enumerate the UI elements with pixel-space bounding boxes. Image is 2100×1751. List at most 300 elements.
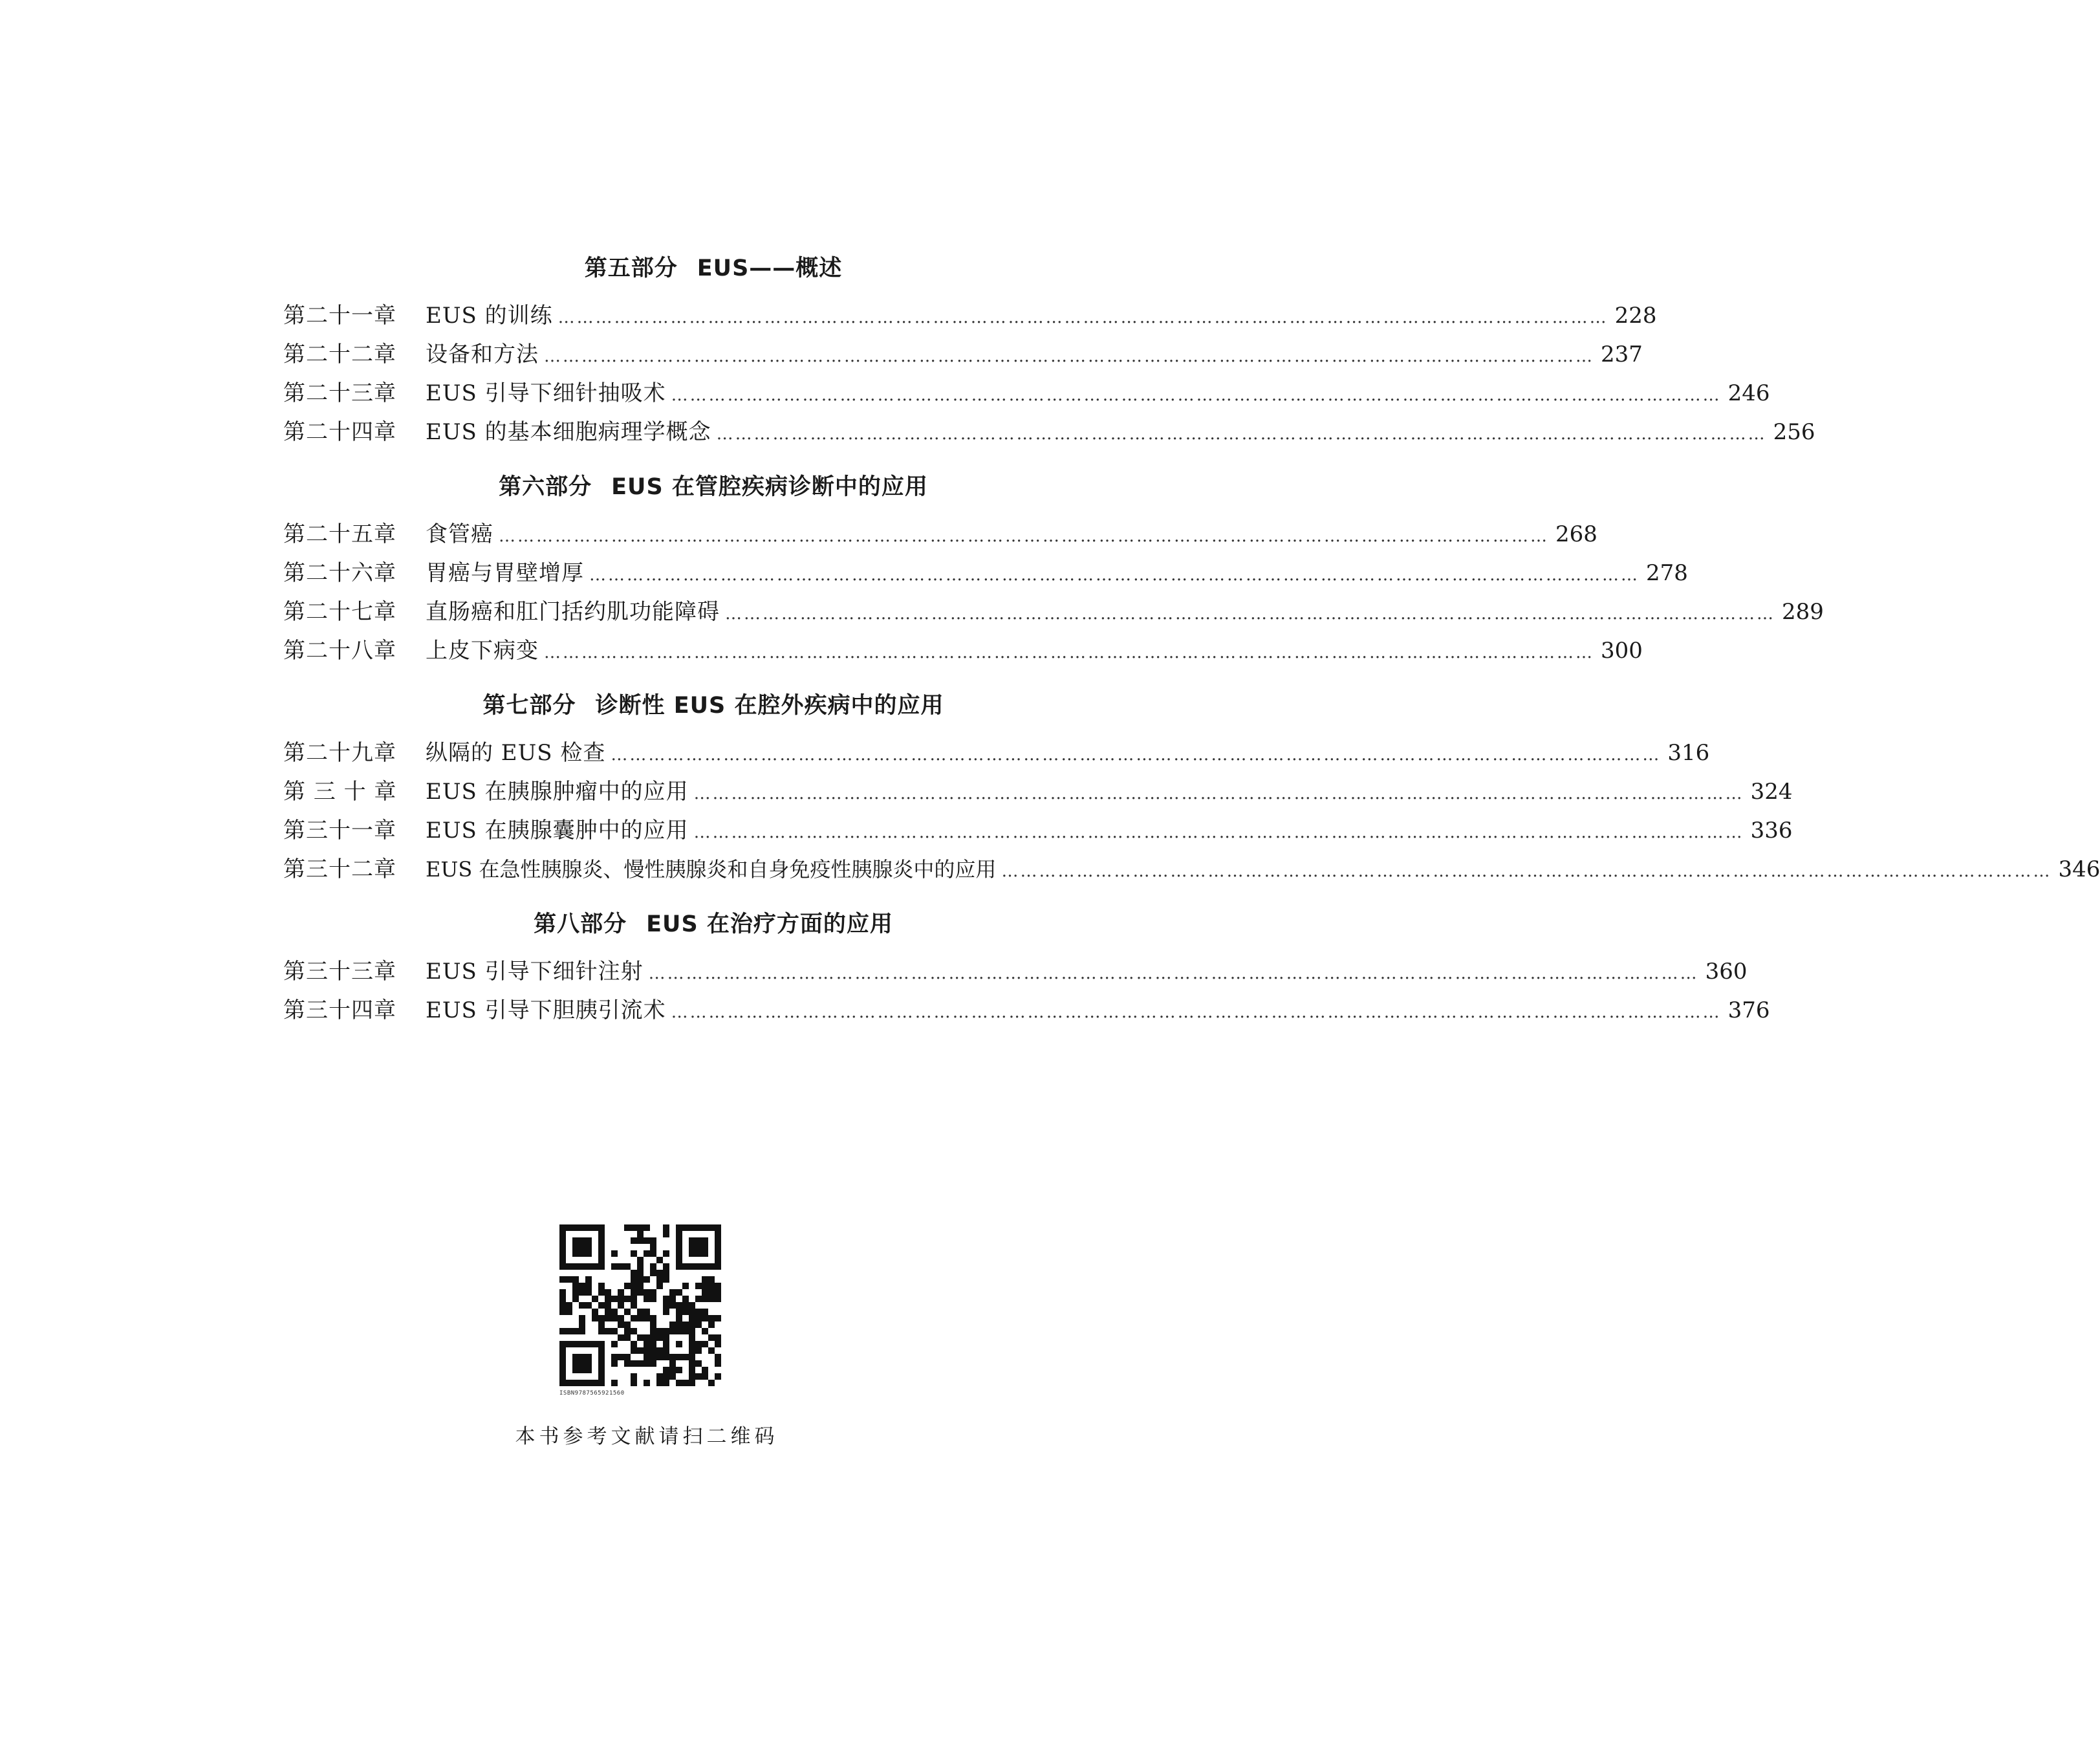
chapter-title: EUS 引导下胆胰引流术: [426, 997, 666, 1023]
qr-module: [663, 1380, 669, 1386]
qr-module: [598, 1283, 605, 1289]
qr-module: [566, 1309, 572, 1315]
qr-module: [572, 1289, 579, 1296]
page-number: 256: [1773, 419, 1815, 445]
qr-module: [559, 1263, 566, 1270]
qr-module: [689, 1354, 695, 1360]
section-title-text: EUS 在治疗方面的应用: [646, 911, 893, 937]
qr-module: [585, 1360, 592, 1367]
scan-note: 本书参考文献请扫二维码: [515, 1425, 779, 1448]
qr-module: [689, 1373, 695, 1380]
qr-code-text: ISBN9787565921560: [559, 1390, 625, 1397]
toc-entry[interactable]: [283, 850, 2100, 889]
qr-module: [566, 1263, 572, 1270]
qr-module: [676, 1237, 682, 1244]
toc-entry[interactable]: [283, 374, 1770, 413]
qr-module: [702, 1276, 708, 1283]
qr-module: [618, 1263, 624, 1270]
qr-module: [663, 1328, 669, 1334]
qr-module: [689, 1380, 695, 1386]
qr-module: [605, 1289, 611, 1296]
qr-module: [637, 1270, 644, 1276]
qr-module: [572, 1237, 579, 1244]
qr-module: [579, 1354, 585, 1360]
qr-module: [689, 1309, 695, 1315]
qr-module: [702, 1237, 708, 1244]
qr-module: [572, 1360, 579, 1367]
qr-module: [650, 1296, 656, 1302]
qr-module: [650, 1334, 656, 1341]
qr-module: [579, 1237, 585, 1244]
toc-entry[interactable]: [283, 413, 1815, 451]
qr-module: [682, 1354, 689, 1360]
qr-module: [695, 1296, 702, 1302]
qr-module: [656, 1328, 663, 1334]
qr-module: [579, 1302, 585, 1309]
chapter-number: 第二十六章: [283, 560, 396, 586]
chapter-number: 第三十二章: [283, 856, 396, 882]
qr-module: [663, 1276, 669, 1283]
chapter-title: 胃癌与胃壁增厚: [426, 560, 584, 586]
qr-module: [669, 1302, 676, 1309]
qr-module: [572, 1296, 579, 1302]
qr-module: [611, 1380, 618, 1386]
qr-module: [572, 1380, 579, 1386]
qr-module: [695, 1315, 702, 1321]
qr-module: [663, 1224, 669, 1231]
qr-module: [695, 1309, 702, 1315]
chapter-number: 第三十一章: [283, 818, 396, 843]
qr-module: [676, 1309, 682, 1315]
qr-module: [624, 1334, 631, 1341]
qr-module: [598, 1231, 605, 1237]
qr-module: [618, 1296, 624, 1302]
qr-module: [592, 1309, 598, 1315]
qr-module: [695, 1250, 702, 1257]
qr-module: [682, 1309, 689, 1315]
qr-module: [585, 1244, 592, 1250]
qr-module: [637, 1283, 644, 1289]
qr-module: [669, 1296, 676, 1302]
qr-module: [637, 1263, 644, 1270]
qr-module: [559, 1289, 566, 1296]
chapter-number: 第二十七章: [283, 599, 396, 625]
toc-section: [283, 468, 1824, 670]
qr-code[interactable]: [559, 1224, 721, 1386]
qr-module: [650, 1321, 656, 1328]
qr-module: [689, 1367, 695, 1373]
chapter-number: 第三十三章: [283, 959, 396, 984]
leader-dots: ……………………………………………………………………………………………………………………………………………………: [648, 964, 1699, 983]
page-number: 268: [1555, 521, 1597, 547]
page-number: 246: [1727, 380, 1770, 406]
qr-module: [598, 1263, 605, 1270]
qr-module: [715, 1360, 721, 1367]
qr-module: [637, 1276, 644, 1283]
leader-dots: ……………………………………………………………………………………………………………………………………………………: [1001, 862, 2052, 881]
qr-module: [644, 1334, 650, 1341]
chapter-number: 第三十四章: [283, 997, 396, 1023]
toc-entry[interactable]: [283, 515, 1597, 554]
toc-entry[interactable]: [283, 335, 1643, 374]
chapter-title: 直肠癌和肛门括约肌功能障碍: [426, 599, 720, 625]
qr-module: [637, 1231, 644, 1237]
chapter-title: EUS 在胰腺肿瘤中的应用: [426, 779, 689, 805]
qr-module: [689, 1321, 695, 1328]
toc-entry[interactable]: [283, 734, 1710, 772]
qr-module: [695, 1321, 702, 1328]
qr-module: [689, 1315, 695, 1321]
qr-module: [676, 1224, 682, 1231]
qr-module: [644, 1347, 650, 1354]
qr-module: [689, 1244, 695, 1250]
qr-module: [624, 1224, 631, 1231]
qr-module: [631, 1347, 637, 1354]
section-part-label: 第五部分: [584, 256, 678, 281]
qr-module: [631, 1276, 637, 1283]
qr-module: [637, 1347, 644, 1354]
qr-module: [676, 1380, 682, 1386]
qr-module: [598, 1302, 605, 1309]
qr-module: [650, 1315, 656, 1321]
qr-module: [676, 1250, 682, 1257]
qr-module: [695, 1244, 702, 1250]
qr-module: [708, 1321, 715, 1328]
qr-module: [598, 1347, 605, 1354]
qr-module: [708, 1296, 715, 1302]
qr-module: [663, 1296, 669, 1302]
toc-entry[interactable]: [283, 811, 1793, 850]
qr-module: [624, 1309, 631, 1315]
chapter-title: EUS 在胰腺囊肿中的应用: [426, 818, 689, 843]
qr-module: [695, 1263, 702, 1270]
leader-dots: ……………………………………………………………………………………………………………………………………………………: [716, 424, 1767, 444]
qr-module: [559, 1244, 566, 1250]
qr-module: [605, 1302, 611, 1309]
leader-dots: ……………………………………………………………………………………………………………………………………………………: [671, 386, 1722, 405]
leader-dots: ……………………………………………………………………………………………………………………………………………………: [557, 308, 1608, 327]
qr-module: [644, 1315, 650, 1321]
qr-module: [708, 1263, 715, 1270]
qr-module: [579, 1367, 585, 1373]
qr-module: [572, 1224, 579, 1231]
qr-module: [585, 1302, 592, 1309]
chapter-title: 设备和方法: [426, 342, 539, 367]
qr-module: [566, 1224, 572, 1231]
qr-module: [644, 1380, 650, 1386]
qr-module: [566, 1302, 572, 1309]
qr-module: [702, 1263, 708, 1270]
page-number: 289: [1782, 599, 1824, 625]
qr-module: [656, 1347, 663, 1354]
qr-module: [689, 1224, 695, 1231]
qr-module: [637, 1237, 644, 1244]
qr-module: [631, 1380, 637, 1386]
page-number: 228: [1614, 303, 1657, 329]
qr-module: [631, 1360, 637, 1367]
qr-module: [572, 1244, 579, 1250]
qr-module: [656, 1270, 663, 1276]
qr-module: [676, 1315, 682, 1321]
qr-module: [676, 1367, 682, 1373]
qr-module: [598, 1257, 605, 1263]
qr-module: [663, 1250, 669, 1257]
qr-module: [585, 1367, 592, 1373]
qr-module: [637, 1289, 644, 1296]
qr-module: [579, 1380, 585, 1386]
toc-entry[interactable]: [283, 772, 1793, 811]
toc-entry[interactable]: [283, 952, 1748, 991]
toc-entry[interactable]: [283, 593, 1824, 631]
qr-module: [650, 1354, 656, 1360]
qr-module: [611, 1250, 618, 1257]
qr-module: [689, 1250, 695, 1257]
qr-module: [702, 1250, 708, 1257]
qr-module: [695, 1341, 702, 1347]
qr-module: [676, 1321, 682, 1328]
qr-module: [650, 1244, 656, 1250]
qr-module: [676, 1354, 682, 1360]
toc-section: [283, 686, 2100, 889]
qr-module: [624, 1283, 631, 1289]
chapter-number: 第二十二章: [283, 342, 396, 367]
qr-module: [631, 1302, 637, 1309]
chapter-title: 食管癌: [426, 521, 493, 547]
qr-module: [644, 1237, 650, 1244]
qr-module: [663, 1231, 669, 1237]
toc-entry[interactable]: [283, 554, 1688, 593]
qr-module: [650, 1347, 656, 1354]
qr-module: [618, 1289, 624, 1296]
qr-module: [708, 1347, 715, 1354]
qr-module: [579, 1341, 585, 1347]
qr-module: [611, 1315, 618, 1321]
chapter-title: EUS 的基本细胞病理学概念: [426, 419, 711, 445]
qr-module: [689, 1334, 695, 1341]
qr-module: [631, 1328, 637, 1334]
qr-module: [650, 1250, 656, 1257]
qr-module: [689, 1347, 695, 1354]
qr-module: [663, 1334, 669, 1341]
page-number: 278: [1646, 560, 1688, 586]
qr-module: [669, 1289, 676, 1296]
qr-module: [559, 1360, 566, 1367]
qr-module: [572, 1367, 579, 1373]
qr-module: [669, 1373, 676, 1380]
qr-module: [611, 1328, 618, 1334]
qr-module: [559, 1328, 566, 1334]
qr-module: [559, 1237, 566, 1244]
section-title-text: EUS 在管腔疾病诊断中的应用: [611, 474, 928, 500]
qr-module: [618, 1354, 624, 1360]
qr-module: [702, 1309, 708, 1315]
qr-module: [605, 1296, 611, 1302]
qr-module: [624, 1354, 631, 1360]
qr-module: [650, 1289, 656, 1296]
qr-module: [702, 1328, 708, 1334]
qr-module: [592, 1341, 598, 1347]
section-part-label: 第七部分: [482, 693, 576, 719]
qr-module: [656, 1276, 663, 1283]
qr-module: [650, 1360, 656, 1367]
qr-module: [598, 1380, 605, 1386]
qr-module: [566, 1276, 572, 1283]
qr-module: [715, 1263, 721, 1270]
qr-module: [618, 1315, 624, 1321]
chapter-number: 第二十四章: [283, 419, 396, 445]
qr-module: [644, 1360, 650, 1367]
chapter-number: 第二十五章: [283, 521, 396, 547]
chapter-number: 第二十九章: [283, 740, 396, 766]
qr-module: [579, 1328, 585, 1334]
leader-dots: ……………………………………………………………………………………………………………………………………………………: [499, 527, 1549, 546]
qr-module: [559, 1257, 566, 1263]
chapter-title: 纵隔的 EUS 检查: [426, 740, 606, 766]
qr-module: [702, 1373, 708, 1380]
chapter-title: EUS 在急性胰腺炎、慢性胰腺炎和自身免疫性胰腺炎中的应用: [426, 857, 997, 882]
qr-module: [598, 1354, 605, 1360]
qr-module: [644, 1250, 650, 1257]
toc-section: [283, 905, 1770, 1030]
qr-module: [579, 1321, 585, 1328]
leader-dots: ……………………………………………………………………………………………………………………………………………………: [544, 643, 1594, 662]
page-number: 336: [1750, 818, 1793, 843]
qr-module: [618, 1334, 624, 1341]
qr-module: [715, 1283, 721, 1289]
qr-module: [682, 1380, 689, 1386]
qr-module: [669, 1360, 676, 1367]
qr-module: [682, 1296, 689, 1302]
qr-module: [637, 1315, 644, 1321]
qr-module: [631, 1315, 637, 1321]
qr-module: [598, 1328, 605, 1334]
section-heading: [283, 249, 1143, 288]
toc-entry[interactable]: [283, 991, 1770, 1030]
qr-module: [715, 1341, 721, 1347]
section-part-label: 第六部分: [499, 474, 592, 500]
chapter-number: 第二十八章: [283, 638, 396, 664]
qr-module: [669, 1328, 676, 1334]
section-heading: [283, 468, 1143, 506]
qr-module: [611, 1360, 618, 1367]
qr-module: [650, 1341, 656, 1347]
qr-module: [689, 1237, 695, 1244]
qr-module: [572, 1328, 579, 1334]
qr-module: [624, 1296, 631, 1302]
qr-module: [715, 1224, 721, 1231]
qr-module: [715, 1237, 721, 1244]
qr-module: [702, 1341, 708, 1347]
qr-module: [682, 1224, 689, 1231]
qr-module: [579, 1360, 585, 1367]
qr-module: [598, 1224, 605, 1231]
qr-module: [598, 1360, 605, 1367]
qr-module: [624, 1321, 631, 1328]
qr-module: [715, 1257, 721, 1263]
section-heading: [283, 686, 1143, 725]
qr-module: [559, 1347, 566, 1354]
toc-entry[interactable]: [283, 296, 1657, 335]
qr-module: [592, 1315, 598, 1321]
page-number: 237: [1601, 342, 1643, 367]
chapter-title: EUS 引导下细针抽吸术: [426, 380, 666, 406]
qr-module: [650, 1328, 656, 1334]
qr-module: [559, 1250, 566, 1257]
qr-module: [559, 1224, 566, 1231]
qr-module: [702, 1244, 708, 1250]
qr-module: [559, 1309, 566, 1315]
qr-module: [605, 1315, 611, 1321]
qr-module: [702, 1289, 708, 1296]
qr-module: [682, 1283, 689, 1289]
qr-module: [708, 1224, 715, 1231]
qr-module: [702, 1283, 708, 1289]
qr-module: [585, 1289, 592, 1296]
qr-module: [624, 1360, 631, 1367]
toc-entry[interactable]: [283, 631, 1643, 670]
qr-module: [676, 1231, 682, 1237]
qr-module: [559, 1296, 566, 1302]
leader-dots: ……………………………………………………………………………………………………………………………………………………: [611, 745, 1662, 765]
qr-module: [637, 1309, 644, 1315]
qr-module: [650, 1237, 656, 1244]
qr-module: [637, 1257, 644, 1263]
qr-module: [676, 1341, 682, 1347]
qr-module: [572, 1283, 579, 1289]
qr-module: [559, 1276, 566, 1283]
table-of-contents: [283, 249, 2100, 1046]
qr-module: [676, 1302, 682, 1309]
qr-module: [637, 1224, 644, 1231]
toc-section: [283, 249, 1815, 451]
qr-module: [611, 1341, 618, 1347]
qr-code-block: [559, 1224, 721, 1397]
qr-module: [572, 1250, 579, 1257]
qr-module: [579, 1263, 585, 1270]
qr-module: [566, 1328, 572, 1334]
qr-module: [585, 1224, 592, 1231]
qr-module: [663, 1347, 669, 1354]
qr-module: [631, 1283, 637, 1289]
qr-module: [598, 1250, 605, 1257]
qr-module: [708, 1283, 715, 1289]
section-part-label: 第八部分: [534, 911, 627, 937]
qr-module: [631, 1373, 637, 1380]
qr-module: [689, 1328, 695, 1334]
qr-module: [663, 1263, 669, 1270]
section-title-text: 诊断性 EUS 在腔外疾病中的应用: [595, 693, 944, 719]
qr-module: [663, 1302, 669, 1309]
qr-module: [566, 1380, 572, 1386]
qr-module: [598, 1341, 605, 1347]
qr-module: [676, 1328, 682, 1334]
qr-module: [689, 1341, 695, 1347]
qr-module: [566, 1341, 572, 1347]
qr-module: [585, 1276, 592, 1283]
qr-module: [592, 1263, 598, 1270]
qr-module: [598, 1321, 605, 1328]
page-number: 316: [1667, 740, 1710, 766]
qr-module: [644, 1276, 650, 1283]
qr-module: [631, 1250, 637, 1257]
qr-module: [656, 1380, 663, 1386]
qr-module: [618, 1321, 624, 1328]
qr-module: [682, 1321, 689, 1328]
section-title-text: EUS——概述: [697, 256, 843, 281]
qr-module: [656, 1354, 663, 1360]
qr-module: [695, 1347, 702, 1354]
qr-module: [559, 1341, 566, 1347]
